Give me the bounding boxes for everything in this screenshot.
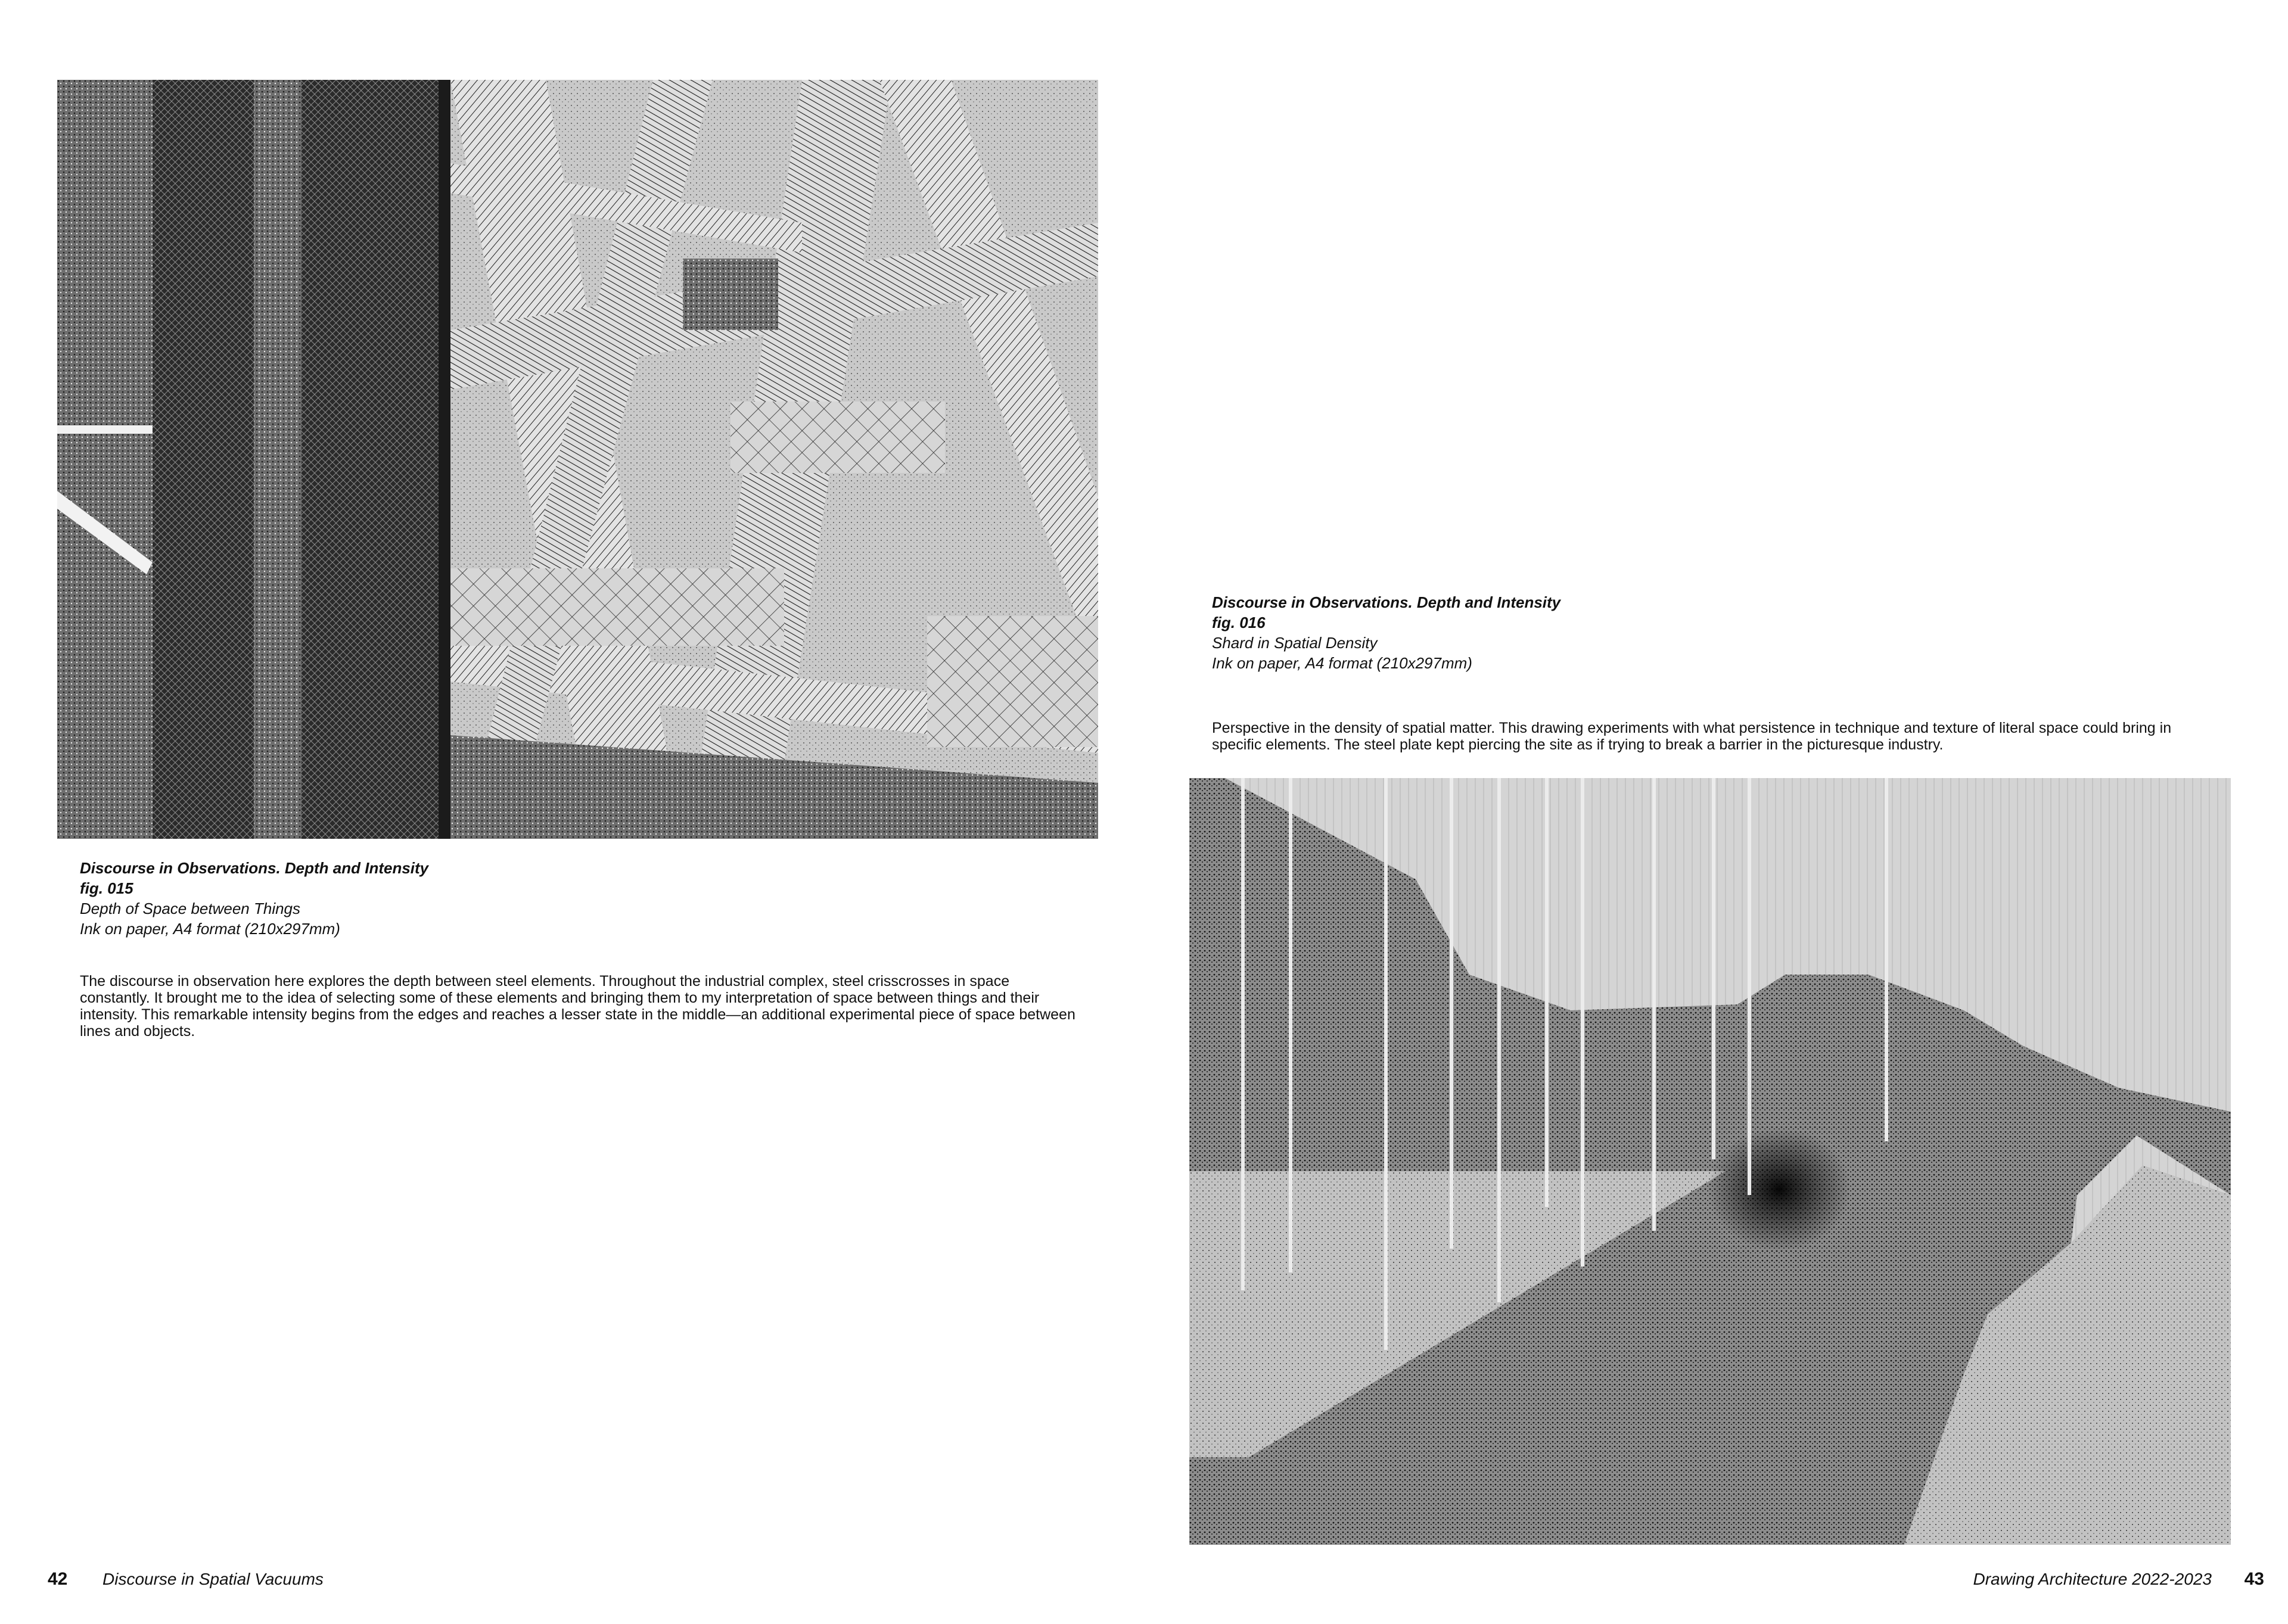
figure-015-description: The discourse in observation here explores the depth between steel elements. Throughout the industrial complex, steel crisscrosses in space constantly. It brought me to the idea of selecting some of these elements and bringing them to my interpretation of space between things and their intensity. This remarkable intensity begins from the edges and reaches a lesser state in the middle—an additional experimental piece of space between lines and objects.: [80, 973, 1075, 1040]
steel-plate-stippling-drawing-icon: [1189, 778, 2231, 1545]
figure-016-caption: [1212, 592, 2225, 673]
figure-016-description: Perspective in the density of spatial matter. This drawing experiments with what persistence in technique and texture of literal space could bring in specific elements. The steel plate kept piercing the site as if trying to break a barrier in the picturesque industry.: [1212, 720, 2172, 753]
page-number-right: 43: [2244, 1569, 2264, 1589]
caption-medium: Ink on paper, A4 format (210x297mm): [1212, 654, 1472, 672]
steel-structure-ink-drawing-icon: [57, 80, 1098, 839]
figure-016-drawing: [1189, 778, 2231, 1545]
caption-medium: Ink on paper, A4 format (210x297mm): [80, 920, 340, 938]
running-title-right: Drawing Architecture 2022-2023: [1973, 1570, 2212, 1588]
caption-series: Discourse in Observations. Depth and Intensity: [1212, 593, 1561, 611]
caption-fig-number: fig. 015: [80, 879, 133, 897]
caption-series: Discourse in Observations. Depth and Intensity: [80, 859, 429, 877]
caption-fig-number: fig. 016: [1212, 614, 1266, 631]
caption-title: Shard in Spatial Density: [1212, 634, 1378, 652]
caption-title: Depth of Space between Things: [80, 900, 301, 917]
figure-015-caption: [80, 858, 1093, 939]
running-title-left: Discourse in Spatial Vacuums: [102, 1570, 324, 1588]
figure-015-drawing: [57, 80, 1098, 839]
page-number-left: 42: [48, 1569, 68, 1589]
